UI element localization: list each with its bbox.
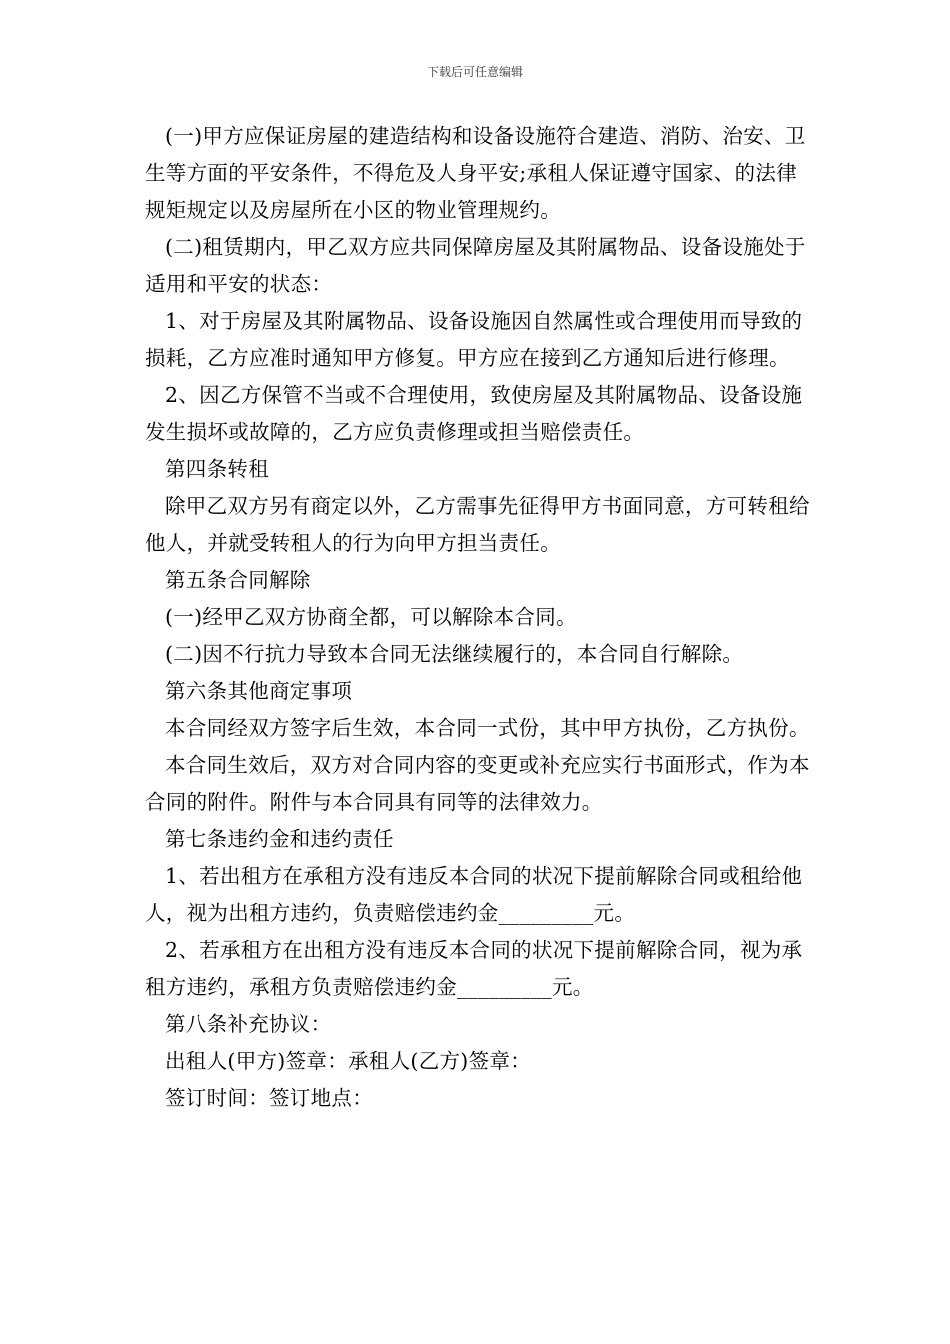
- section-heading: 第四条转租: [165, 457, 269, 481]
- clause-paragraph: (二)租赁期内，甲乙双方应共同保障房屋及其附属物品、设备设施处于适用和平安的状态：: [145, 235, 806, 296]
- contract-body: [145, 118, 815, 1117]
- section-heading: 第七条违约金和违约责任: [165, 827, 394, 851]
- clause-paragraph: 1、对于房屋及其附属物品、设备设施因自然属性或合理使用而导致的损耗，乙方应准时通知甲方修复。甲方应在接到乙方通知后进行修理。: [145, 309, 803, 370]
- clause-paragraph: (一)经甲乙双方协商全都，可以解除本合同。: [165, 605, 577, 629]
- clause-paragraph: 本合同经双方签字后生效，本合同一式份，其中甲方执份，乙方执份。: [165, 716, 810, 740]
- clause-paragraph: (二)因不行抗力导致本合同无法继续履行的，本合同自行解除。: [165, 642, 744, 666]
- clause-paragraph: 除甲乙双方另有商定以外，乙方需事先征得甲方书面同意，方可转租给他人，并就受转租人的行为向甲方担当责任。: [145, 494, 810, 555]
- clause-paragraph: 2、若承租方在出租方没有违反本合同的状况下提前解除合同，视为承租方违约，承租方负责赔偿违约金_________元。: [145, 938, 803, 999]
- clause-paragraph: 本合同生效后，双方对合同内容的变更或补充应实行书面形式，作为本合同的附件。附件与本合同具有同等的法律效力。: [145, 753, 810, 814]
- page-header: 下载后可任意编辑: [426, 65, 523, 79]
- signature-line: 出租人(甲方)签章：承租人(乙方)签章：: [165, 1049, 531, 1073]
- clause-paragraph: 2、因乙方保管不当或不合理使用，致使房屋及其附属物品、设备设施发生损坏或故障的，乙方应负责修理或担当赔偿责任。: [145, 383, 803, 444]
- clause-paragraph: (一)甲方应保证房屋的建造结构和设备设施符合建造、消防、治安、卫生等方面的平安条件，不得危及人身平安;承租人保证遵守国家、的法律规矩规定以及房屋所在小区的物业管理规约。: [145, 124, 806, 222]
- section-heading: 第八条补充协议：: [165, 1012, 332, 1036]
- clause-paragraph: 1、若出租方在承租方没有违反本合同的状况下提前解除合同或租给他人，视为出租方违约，负责赔偿违约金_________元。: [145, 864, 803, 925]
- signing-info-line: 签订时间：签订地点：: [165, 1086, 373, 1110]
- section-heading: 第五条合同解除: [165, 568, 311, 592]
- section-heading: 第六条其他商定事项: [165, 679, 353, 703]
